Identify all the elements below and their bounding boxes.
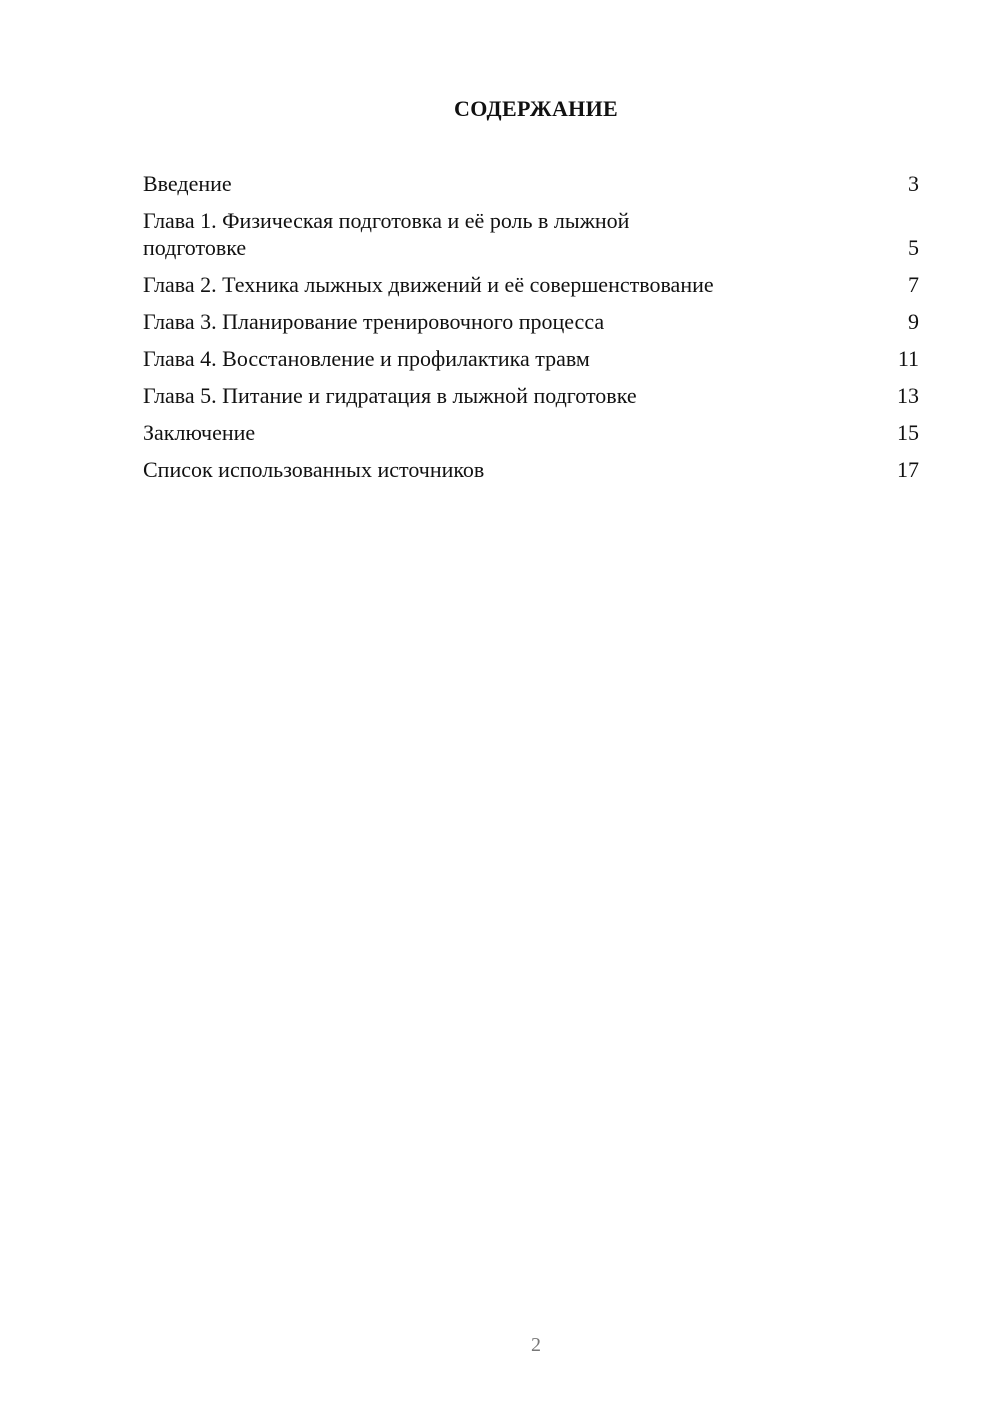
toc-entry[interactable] bbox=[143, 456, 919, 483]
toc-entry-label: Список использованных источников bbox=[143, 457, 485, 482]
toc-entry[interactable] bbox=[143, 170, 919, 197]
page-title: СОДЕРЖАНИЕ bbox=[454, 96, 618, 121]
toc-entry[interactable] bbox=[143, 207, 919, 261]
toc-entry-page: 5 bbox=[908, 235, 919, 260]
toc-entry-page: 7 bbox=[908, 272, 919, 297]
toc-entry-label: Введение bbox=[143, 171, 232, 196]
toc-entry-page: 3 bbox=[908, 171, 919, 196]
toc-entry[interactable] bbox=[143, 382, 919, 409]
toc-entry-label: Глава 2. Техника лыжных движений и её совершенствование bbox=[143, 272, 714, 297]
toc-entry-page: 15 bbox=[897, 420, 919, 445]
toc-entry-page: 9 bbox=[908, 309, 919, 334]
toc-entry[interactable] bbox=[143, 271, 919, 298]
toc-entry-label: Глава 4. Восстановление и профилактика травм bbox=[143, 346, 590, 371]
toc-entry[interactable] bbox=[143, 419, 919, 446]
table-of-contents bbox=[143, 170, 919, 493]
toc-entry-label: Глава 3. Планирование тренировочного процесса bbox=[143, 309, 605, 334]
page-number: 2 bbox=[531, 1334, 541, 1356]
toc-entry-page: 13 bbox=[897, 383, 919, 408]
toc-entry[interactable] bbox=[143, 308, 919, 335]
toc-entry-label: Глава 1. Физическая подготовка и её роль в лыжной подготовке bbox=[143, 208, 630, 260]
toc-entry-page: 17 bbox=[897, 457, 919, 482]
toc-entry-page: 11 bbox=[897, 346, 919, 371]
toc-entry-label: Глава 5. Питание и гидратация в лыжной подготовке bbox=[143, 383, 637, 408]
toc-entry[interactable] bbox=[143, 345, 919, 372]
toc-entry-label: Заключение bbox=[143, 420, 256, 445]
